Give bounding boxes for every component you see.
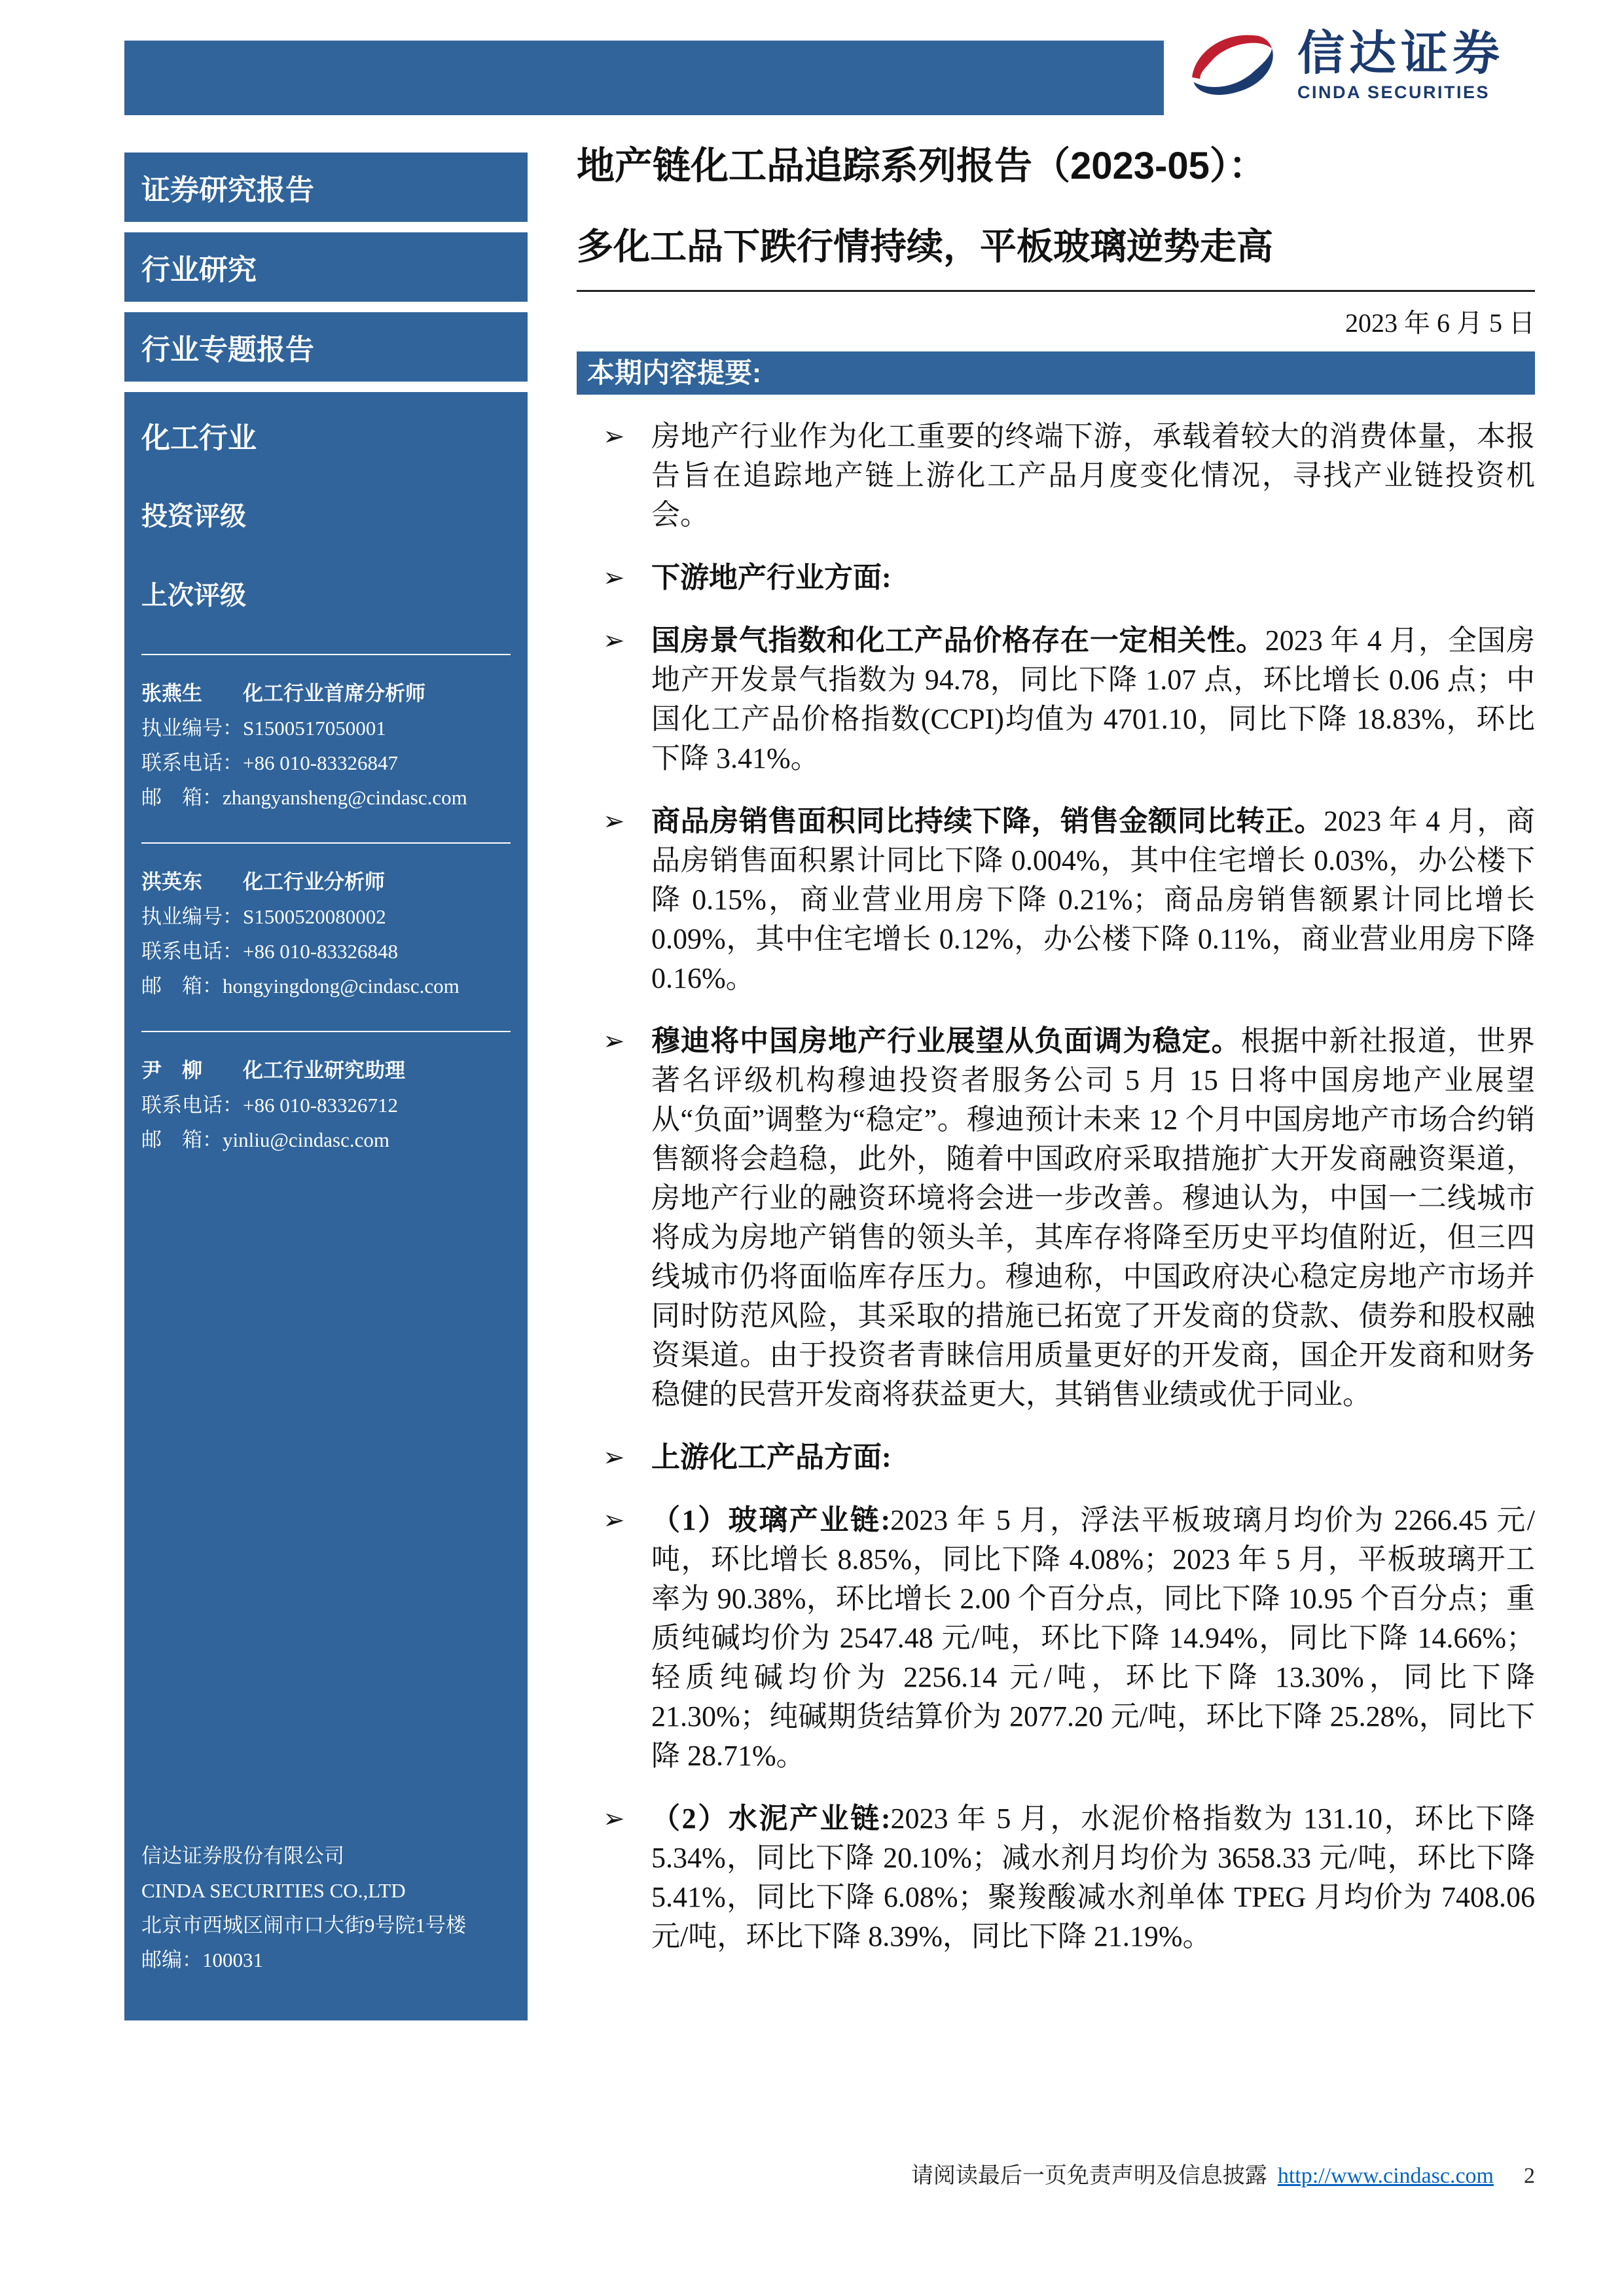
- bullet-bold-lead: 穆迪将中国房地产行业展望从负面调为稳定。: [651, 1024, 1241, 1057]
- report-main-content: [577, 143, 1535, 1980]
- analyst-name-title: 洪英东 化工行业分析师: [141, 870, 385, 893]
- page-number: 2: [1524, 2164, 1535, 2188]
- analyst-block-1: [141, 676, 511, 815]
- sidebar-divider: [141, 1031, 511, 1032]
- bullet-arrow-icon: ➢: [603, 1505, 625, 1535]
- footer-disclaimer: 请阅读最后一页免责声明及信息披露: [911, 2164, 1267, 2188]
- summary-bullet-list: [577, 417, 1535, 1956]
- page-footer: [577, 2157, 1535, 2189]
- bullet-item-2: [577, 558, 1535, 598]
- logo-name-en: CINDA SECURITIES: [1297, 82, 1490, 103]
- bullet-arrow-icon: ➢: [603, 562, 625, 593]
- bullet-item-7: [577, 1501, 1535, 1776]
- bullet-bold-lead: （2）水泥产业链:: [651, 1802, 891, 1835]
- logo-name-cn: 信达证券: [1297, 27, 1505, 80]
- bullet-arrow-icon: ➢: [603, 1026, 625, 1056]
- analyst-email: 邮 箱：zhangyansheng@cindasc.com: [141, 786, 467, 809]
- sidebar-divider: [141, 654, 511, 655]
- bullet-item-8: [577, 1799, 1535, 1956]
- bullet-item-6: [577, 1438, 1535, 1477]
- analyst-email: 邮 箱：hongyingdong@cindasc.com: [141, 975, 460, 997]
- company-address: 北京市西城区闹市口大街9号院1号楼: [141, 1914, 466, 1937]
- analyst-cert: 执业编号：S1500517050001: [141, 717, 386, 740]
- analyst-phone: 联系电话：+86 010-83326712: [141, 1094, 399, 1117]
- bullet-arrow-icon: ➢: [603, 1803, 625, 1834]
- sidebar-box-report-type: 证券研究报告: [124, 152, 528, 222]
- bullet-body: 2023 年 4 月，全国房地产开发景气指数为 94.78，同比下降 1.07 点，环比增长 0.06 点；中国化工产品价格指数(CCPI)均值为 4701.10，同比下降 18.83%，环比下降 3.41%。: [651, 624, 1536, 774]
- bullet-text: [651, 802, 1535, 998]
- analyst-name-title: 尹 柳 化工行业研究助理: [141, 1059, 405, 1082]
- industry-label: 化工行业: [141, 422, 257, 454]
- analyst-phone: 联系电话：+86 010-83326847: [141, 751, 399, 774]
- sidebar-divider: [141, 842, 511, 844]
- company-postcode: 邮编：100031: [141, 1948, 263, 1971]
- bullet-text: [651, 1438, 1535, 1477]
- bullet-text: [651, 1799, 1535, 1956]
- rating-label: 投资评级: [141, 502, 246, 531]
- bullet-bold-lead: 商品房销售面积同比持续下降，销售金额同比转正。: [651, 804, 1324, 837]
- analyst-phone: 联系电话：+86 010-83326848: [141, 940, 399, 963]
- logo-swoosh-icon: [1183, 26, 1287, 106]
- bullet-arrow-icon: ➢: [603, 421, 625, 452]
- bullet-arrow-icon: ➢: [603, 625, 625, 656]
- analyst-cert: 执业编号：S1500520080002: [141, 905, 386, 928]
- top-banner-bar: [124, 41, 1164, 115]
- bullet-bold-lead: （1）玻璃产业链:: [651, 1503, 891, 1536]
- sidebar-info-panel: [124, 392, 528, 2020]
- bullet-item-5: [577, 1022, 1535, 1414]
- company-name-en: CINDA SECURITIES CO.,LTD: [141, 1879, 406, 1902]
- company-logo: [1183, 26, 1504, 106]
- bullet-text: [651, 558, 1535, 598]
- bullet-body: 2023 年 4 月，商品房销售面积累计同比下降 0.004%，其中住宅增长 0.03%，办公楼下降 0.15%，商业营业用房下降 0.21%；商品房销售额累计同比增长 0.09%，其中住宅增长 0.12%，办公楼下降 0.11%，商业营业用房下降 0.16%。: [651, 804, 1536, 994]
- company-name-cn: 信达证券股份有限公司: [141, 1844, 344, 1867]
- company-info-block: [141, 1839, 511, 1977]
- bullet-item-1: [577, 417, 1535, 535]
- sidebar-box-report-category: 行业专题报告: [124, 312, 528, 382]
- bullet-item-3: [577, 621, 1535, 778]
- bullet-body: 2023 年 5 月，水泥价格指数为 131.10，环比下降 5.34%，同比下降 20.10%；减水剂月均价为 3658.33 元/吨，环比下降 5.41%，同比下降 6.08%；聚羧酸减水剂单体 TPEG 月均价为 7408.06 元/吨，环比下降 8.39%，同比下降 21.19%。: [651, 1802, 1535, 1952]
- bullet-text: [651, 417, 1535, 535]
- bullet-text: [651, 1022, 1535, 1414]
- prev-rating-label: 上次评级: [141, 581, 246, 610]
- sidebar-box-research-type: 行业研究: [124, 232, 528, 302]
- bullet-bold-lead: 下游地产行业方面:: [651, 561, 892, 594]
- analyst-name-title: 张燕生 化工行业首席分析师: [141, 682, 425, 705]
- analyst-block-2: [141, 865, 511, 1003]
- bullet-bold-lead: 上游化工产品方面:: [651, 1441, 892, 1473]
- analyst-block-3: [141, 1053, 511, 1157]
- report-date: 2023 年 6 月 5 日: [1345, 308, 1535, 338]
- report-title: 地产链化工品追踪系列报告（2023-05）：: [577, 145, 1267, 187]
- report-subtitle: 多化工品下跌行情持续，平板玻璃逆势走高: [577, 225, 1273, 267]
- bullet-arrow-icon: ➢: [603, 1442, 625, 1473]
- bullet-bold-lead: 国房景气指数和化工产品价格存在一定相关性。: [651, 624, 1265, 656]
- bullet-body: 房地产行业作为化工重要的终端下游，承载着较大的消费体量，本报告旨在追踪地产链上游化工产品月度变化情况，寻找产业链投资机会。: [651, 420, 1535, 531]
- summary-section-header: 本期内容提要:: [577, 351, 1535, 395]
- bullet-item-4: [577, 802, 1535, 998]
- bullet-body: 根据中新社报道，世界著名评级机构穆迪投资者服务公司 5 月 15 日将中国房地产业展望从“负面”调整为“稳定”。穆迪预计未来 12 个月中国房地产市场合约销售额将会趋稳，此外，随着中国政府采取措施扩大开发商融资渠道，房地产行业的融资环境将会进一步改善。穆迪认为，中国一二线城市将成为房地产销售的领头羊，其库存将降至历史平均值附近，但三四线城市仍将面临库存压力。穆迪称，中国政府决心稳定房地产市场并同时防范风险，其采取的措施已拓宽了开发商的贷款、债券和股权融资渠道。由于投资者青睐信用质量更好的开发商，国企开发商和财务稳健的民营开发商将获益更大，其销售业绩或优于同业。: [651, 1024, 1536, 1410]
- bullet-text: [651, 621, 1535, 778]
- bullet-arrow-icon: ➢: [603, 806, 625, 836]
- bullet-text: [651, 1501, 1535, 1776]
- analyst-email: 邮 箱：yinliu@cindasc.com: [141, 1128, 389, 1151]
- bullet-body: 2023 年 5 月，浮法平板玻璃月均价为 2266.45 元/吨，环比增长 8.85%，同比下降 4.08%；2023 年 5 月，平板玻璃开工率为 90.38%，环比增长 2.00 个百分点，同比下降 10.95 个百分点；重质纯碱均价为 2547.48 元/吨，环比下降 14.94%，同比下降 14.66%；轻质纯碱均价为 2256.14 元/吨，环比下降 13.30%，同比下降 21.30%；纯碱期货结算价为 2077.20 元/吨，环比下降 25.28%，同比下降 28.71%。: [651, 1503, 1535, 1772]
- footer-website-link[interactable]: http://www.cindasc.com: [1277, 2164, 1494, 2188]
- logo-text: [1297, 29, 1504, 103]
- title-divider-rule: [577, 290, 1535, 292]
